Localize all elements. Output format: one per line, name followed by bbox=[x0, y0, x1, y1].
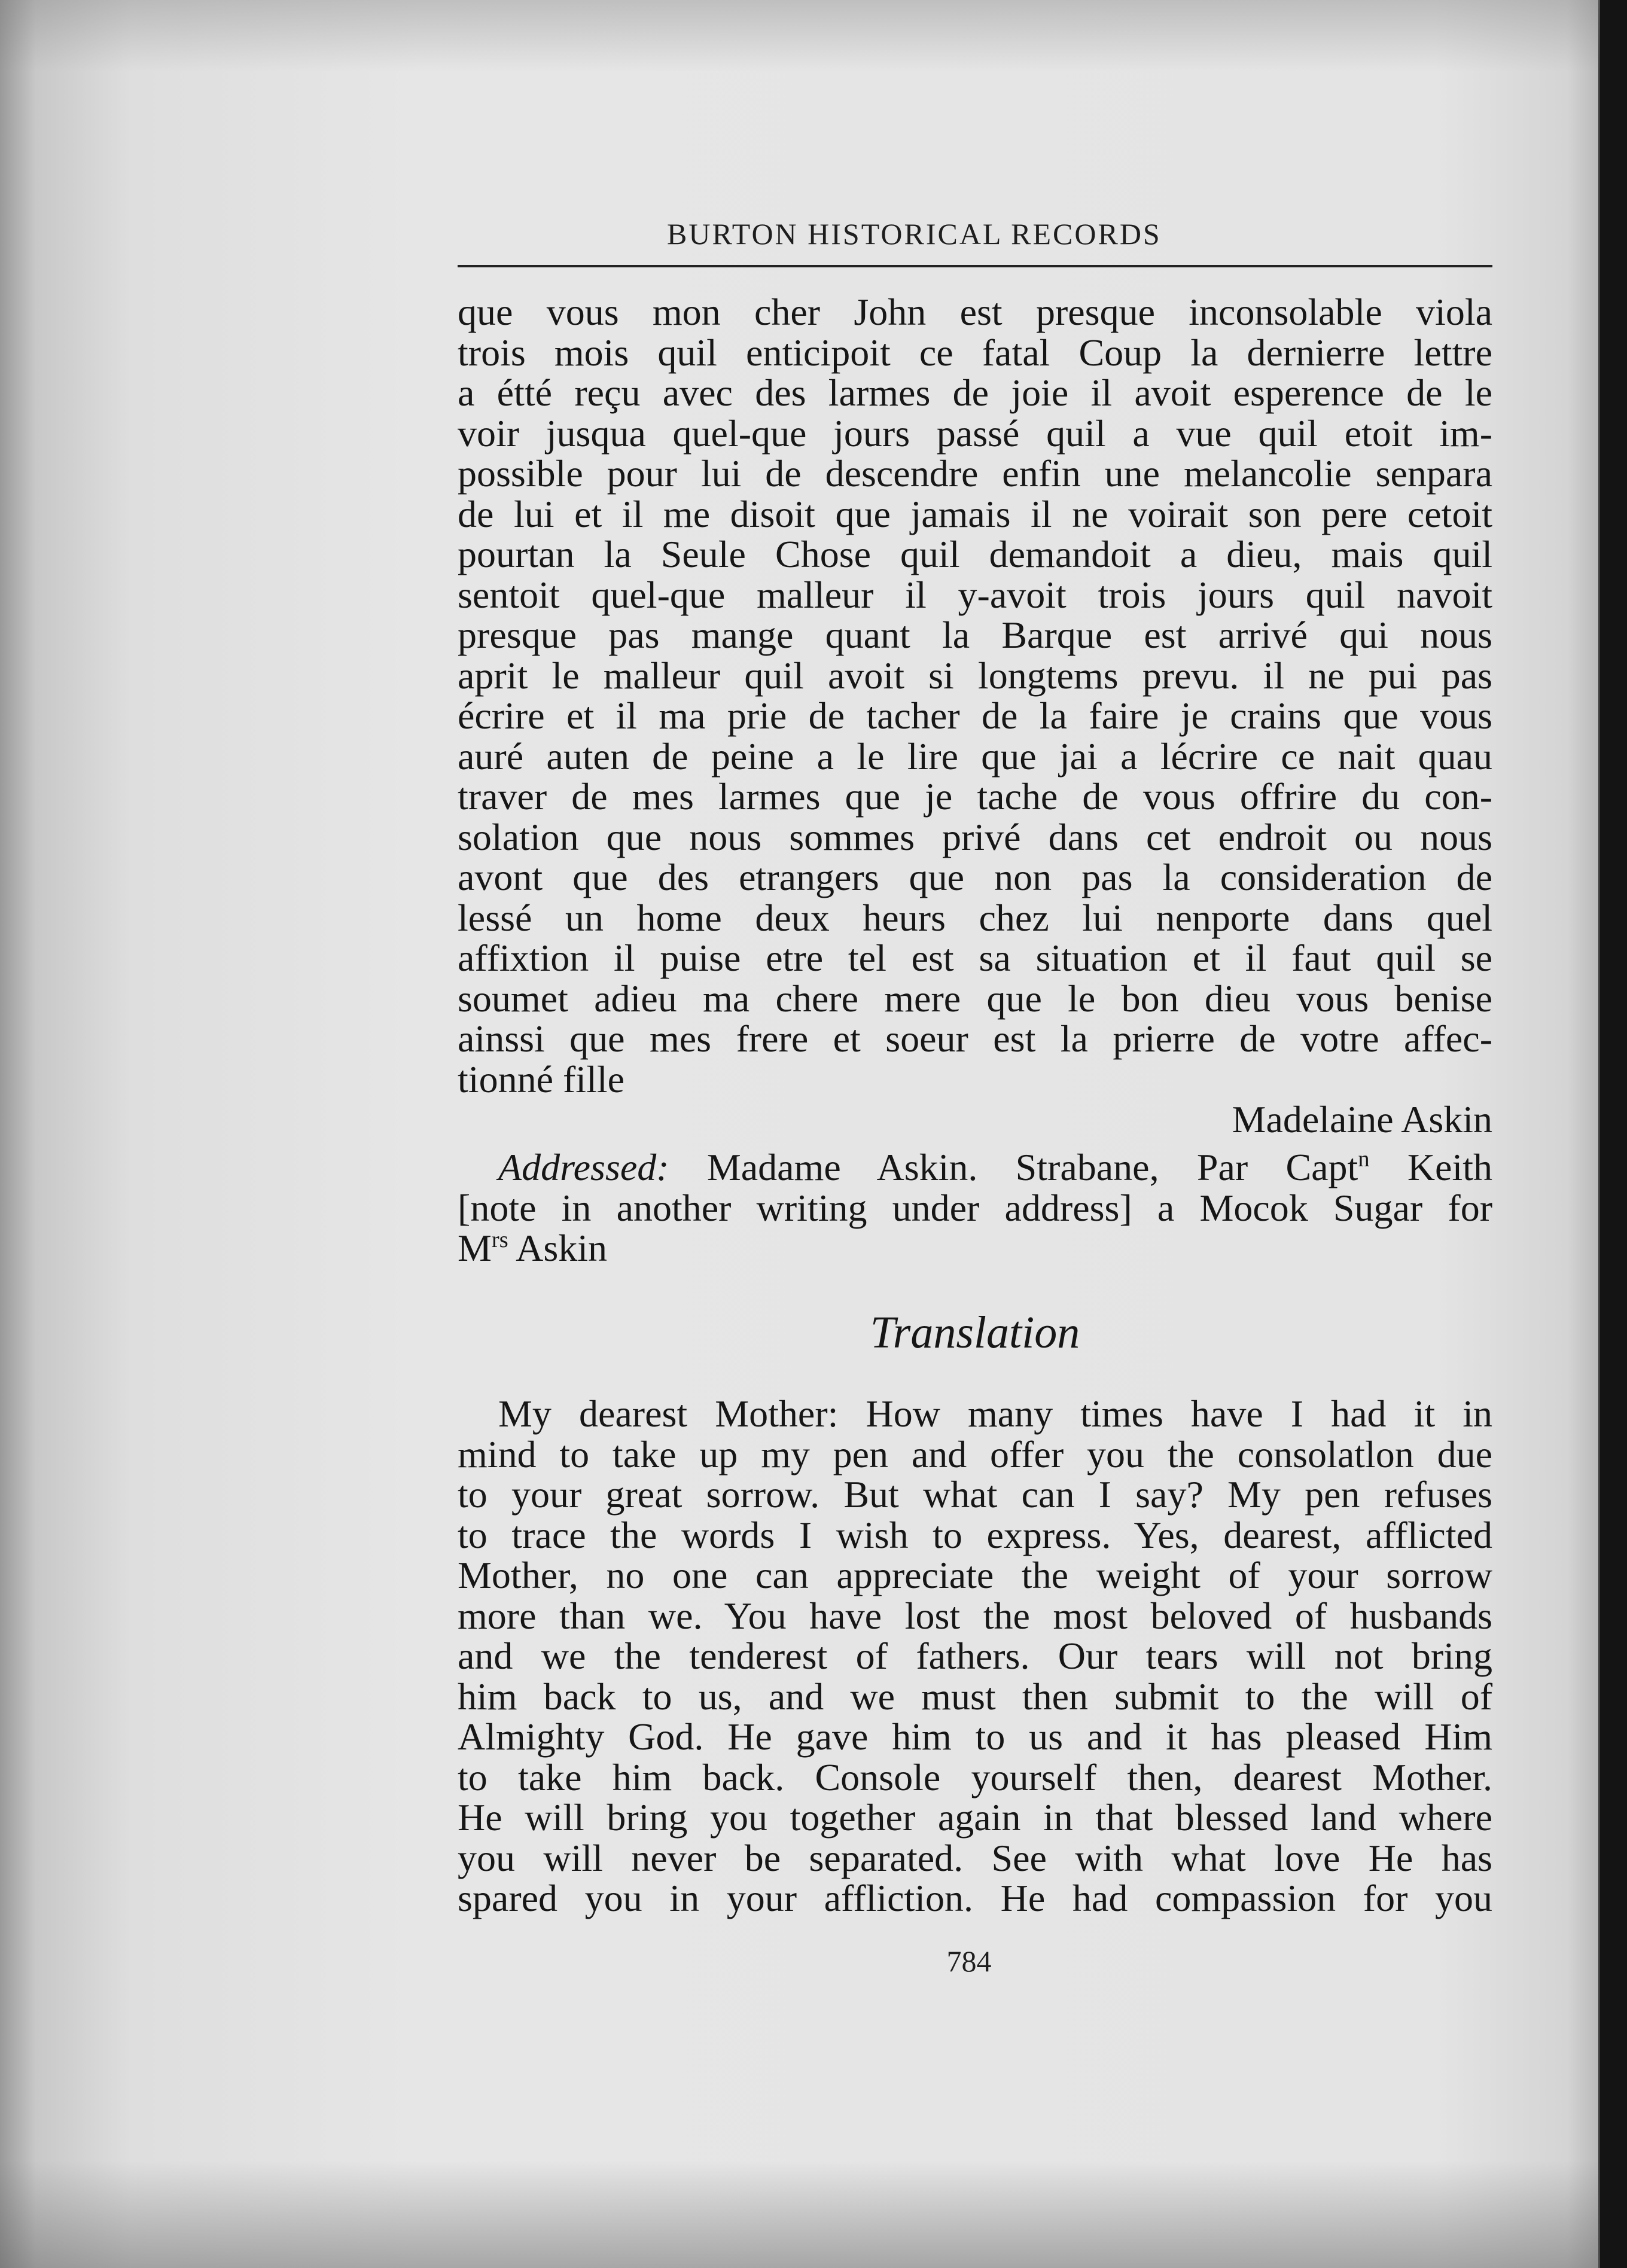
running-head: BURTON HISTORICAL RECORDS bbox=[667, 217, 1162, 251]
page-shadow-top bbox=[0, 0, 1600, 72]
translation-line: My dearest Mother: How many times have I had it in bbox=[498, 1392, 1492, 1435]
translation-line: Mother, no one can appreciate the weight of your sorrow bbox=[458, 1554, 1492, 1596]
french-line: possible pour lui de descendre enfin une melancolie senpara bbox=[458, 452, 1492, 495]
french-line: affixtion il puise etre tel est sa situation et il faut quil se bbox=[458, 937, 1492, 979]
french-line: tionné fille bbox=[458, 1057, 625, 1101]
translation-line: mind to take up my pen and offer you the consolatlon due bbox=[458, 1432, 1492, 1476]
french-line: traver de mes larmes que je tache de vous offrire du con- bbox=[458, 775, 1492, 818]
address-note bbox=[458, 1147, 1492, 1269]
address-line-3-prefix: M bbox=[458, 1227, 492, 1269]
address-line-1 bbox=[458, 1147, 1492, 1188]
address-line-2: [note in another writing under address] a Mocok Sugar for bbox=[458, 1186, 1492, 1229]
address-line-1-superscript: n bbox=[1358, 1146, 1370, 1172]
signature: Madelaine Askin bbox=[1232, 1098, 1492, 1141]
french-letter-text bbox=[458, 292, 1492, 1140]
french-line: presque pas mange quant la Barque est arrivé qui nous bbox=[458, 614, 1492, 656]
french-line: que vous mon cher John est presque inconsolable viola bbox=[458, 291, 1492, 333]
french-line: trois mois quil enticipoit ce fatal Coup la dernierre lettre bbox=[458, 331, 1492, 374]
translation-line: you will never be separated. See with what love He has bbox=[458, 1836, 1492, 1879]
french-line: lessé un home deux heurs chez lui nenporte dans quel bbox=[458, 896, 1492, 939]
translation-line: to your great sorrow. But what can I say? My pen refuses bbox=[458, 1473, 1492, 1516]
translation-line: Almighty God. He gave him to us and it has pleased Him bbox=[458, 1715, 1492, 1758]
translation-line: and we the tenderest of fathers. Our tears will not bring bbox=[458, 1635, 1492, 1677]
french-line: auré auten de peine a le lire que jai a lécrire ce nait quau bbox=[458, 734, 1492, 778]
french-line: a étté reçu avec des larmes de joie il avoit esperence de le bbox=[458, 371, 1492, 414]
french-line: sentoit quel-que malleur il y-avoit trois jours quil navoit bbox=[458, 573, 1492, 616]
address-line-1-tail: Keith bbox=[1369, 1146, 1493, 1188]
address-line-1-text: Madame Askin. Strabane, Par Capt bbox=[669, 1146, 1358, 1188]
french-line: de lui et il me disoit que jamais il ne voirait son pere cetoit bbox=[458, 492, 1492, 535]
header-rule bbox=[458, 265, 1492, 267]
translation-line: to take him back. Console yourself then, dearest Mother. bbox=[458, 1755, 1492, 1798]
translation-line: more than we. You have lost the most beloved of husbands bbox=[458, 1594, 1492, 1637]
translation-line: him back to us, and we must then submit to the will of bbox=[458, 1675, 1492, 1718]
translation-heading: Translation bbox=[870, 1307, 1080, 1358]
address-line-3 bbox=[458, 1228, 1492, 1269]
translation-line: He will bring you together again in that blessed land where bbox=[458, 1796, 1492, 1839]
page-shadow-bottom bbox=[0, 2160, 1600, 2268]
french-line: avont que des etrangers que non pas la consideration de bbox=[458, 856, 1492, 898]
french-line: voir jusqua quel-que jours passé quil a vue quil etoit im- bbox=[458, 411, 1492, 455]
french-line: pourtan la Seule Chose quil demandoit a dieu, mais quil bbox=[458, 533, 1492, 575]
address-line-3-superscript: rs bbox=[491, 1227, 508, 1252]
french-line: aprit le malleur quil avoit si longtems prevu. il ne pui pas bbox=[458, 654, 1492, 697]
page-number: 784 bbox=[946, 1944, 992, 1978]
translation-line: spared you in your affliction. He had compassion for you bbox=[458, 1877, 1492, 1919]
translation-text bbox=[458, 1394, 1492, 1919]
address-label: Addressed: bbox=[498, 1146, 669, 1188]
french-line: solation que nous sommes privé dans cet endroit ou nous bbox=[458, 815, 1492, 858]
french-line: écrire et il ma prie de tacher de la faire je crains que vous bbox=[458, 694, 1492, 737]
french-line: soumet adieu ma chere mere que le bon dieu vous benise bbox=[458, 977, 1492, 1020]
translation-line: to trace the words I wish to express. Yes, dearest, afflicted bbox=[458, 1513, 1492, 1556]
french-line: ainssi que mes frere et soeur est la prierre de votre affec- bbox=[458, 1017, 1492, 1060]
address-line-3-tail: Askin bbox=[508, 1227, 608, 1269]
